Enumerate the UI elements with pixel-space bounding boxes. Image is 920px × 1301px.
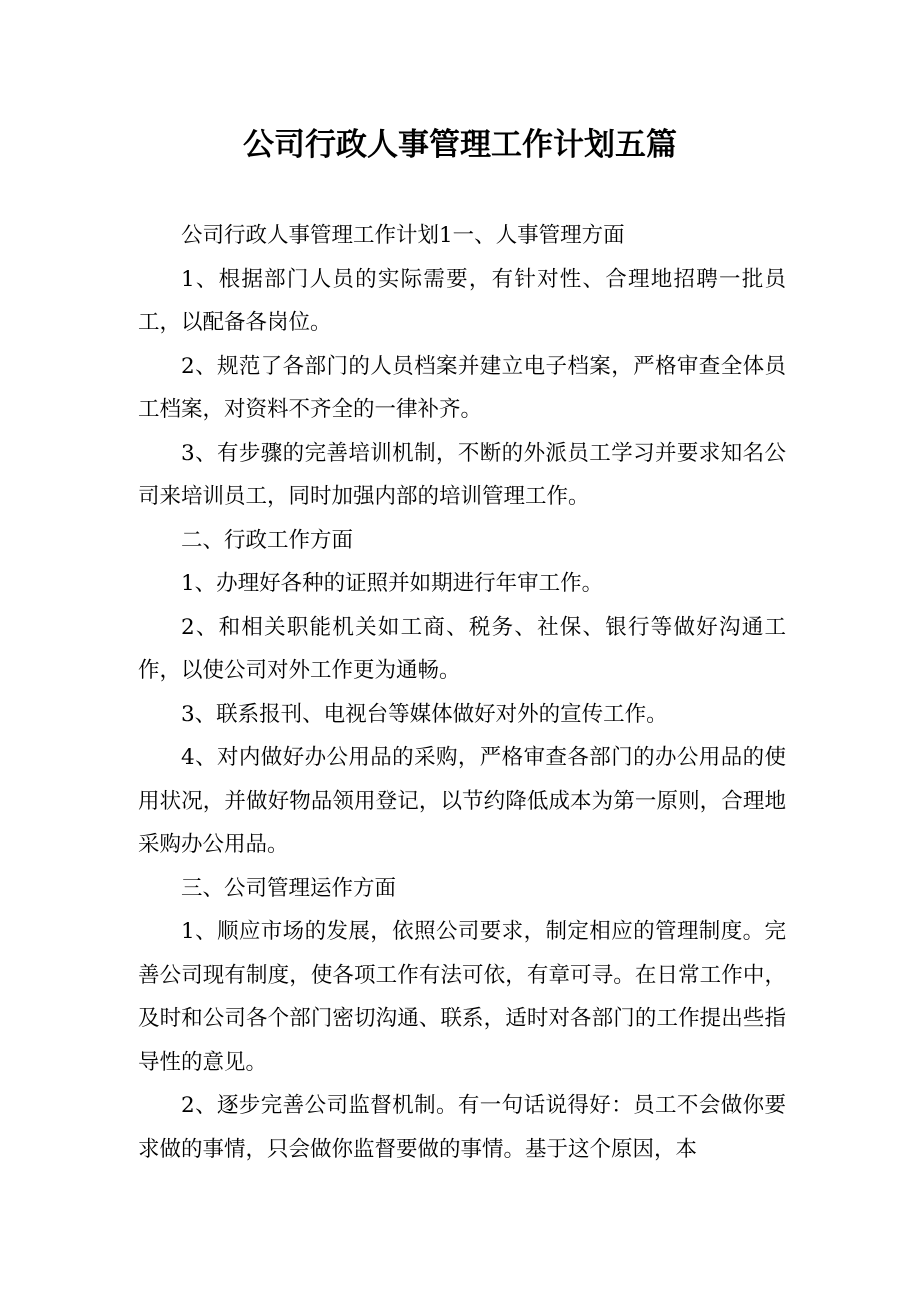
paragraph-intro: 公司行政人事管理工作计划1一、人事管理方面: [181, 223, 625, 248]
section-heading-operations: 三、公司管理运作方面: [181, 875, 397, 901]
paragraph-admin-3: 3、联系报刊、电视台等媒体做好对外的宣传工作。: [181, 701, 668, 727]
paragraph-hr-2: 2、规范了各部门的人员档案并建立电子档案，严格审查全体员工档案，对资料不齐全的一律补齐。: [138, 353, 786, 422]
paragraph-hr-1: 1、根据部门人员的实际需要，有针对性、合理地招聘一批员工，以配备各岗位。: [138, 266, 786, 335]
paragraph-ops-2: 2、逐步完善公司监督机制。有一句话说得好：员工不会做你要求做的事情，只会做你监督要做的事情。基于这个原因，本: [138, 1093, 786, 1162]
paragraph-ops-1: 1、顺应市场的发展，依照公司要求，制定相应的管理制度。完善公司现有制度，使各项工作有法可依，有章可寻。在日常工作中，及时和公司各个部门密切沟通、联系，适时对各部门的工作提出些指导性的意见。: [138, 919, 786, 1075]
paragraph-hr-3: 3、有步骤的完善培训机制，不断的外派员工学习并要求知名公司来培训员工，同时加强内部的培训管理工作。: [138, 440, 786, 509]
document-body: [138, 214, 786, 1171]
paragraph-admin-1: 1、办理好各种的证照并如期进行年审工作。: [181, 571, 604, 596]
paragraph-admin-4: 4、对内做好办公用品的采购，严格审查各部门的办公用品的使用状况，并做好物品领用登记，以节约降低成本为第一原则，合理地采购办公用品。: [138, 745, 786, 857]
document-title: 公司行政人事管理工作计划五篇: [243, 127, 677, 163]
paragraph-admin-2: 2、和相关职能机关如工商、税务、社保、银行等做好沟通工作，以使公司对外工作更为通畅。: [138, 614, 786, 683]
section-heading-admin: 二、行政工作方面: [181, 527, 354, 553]
